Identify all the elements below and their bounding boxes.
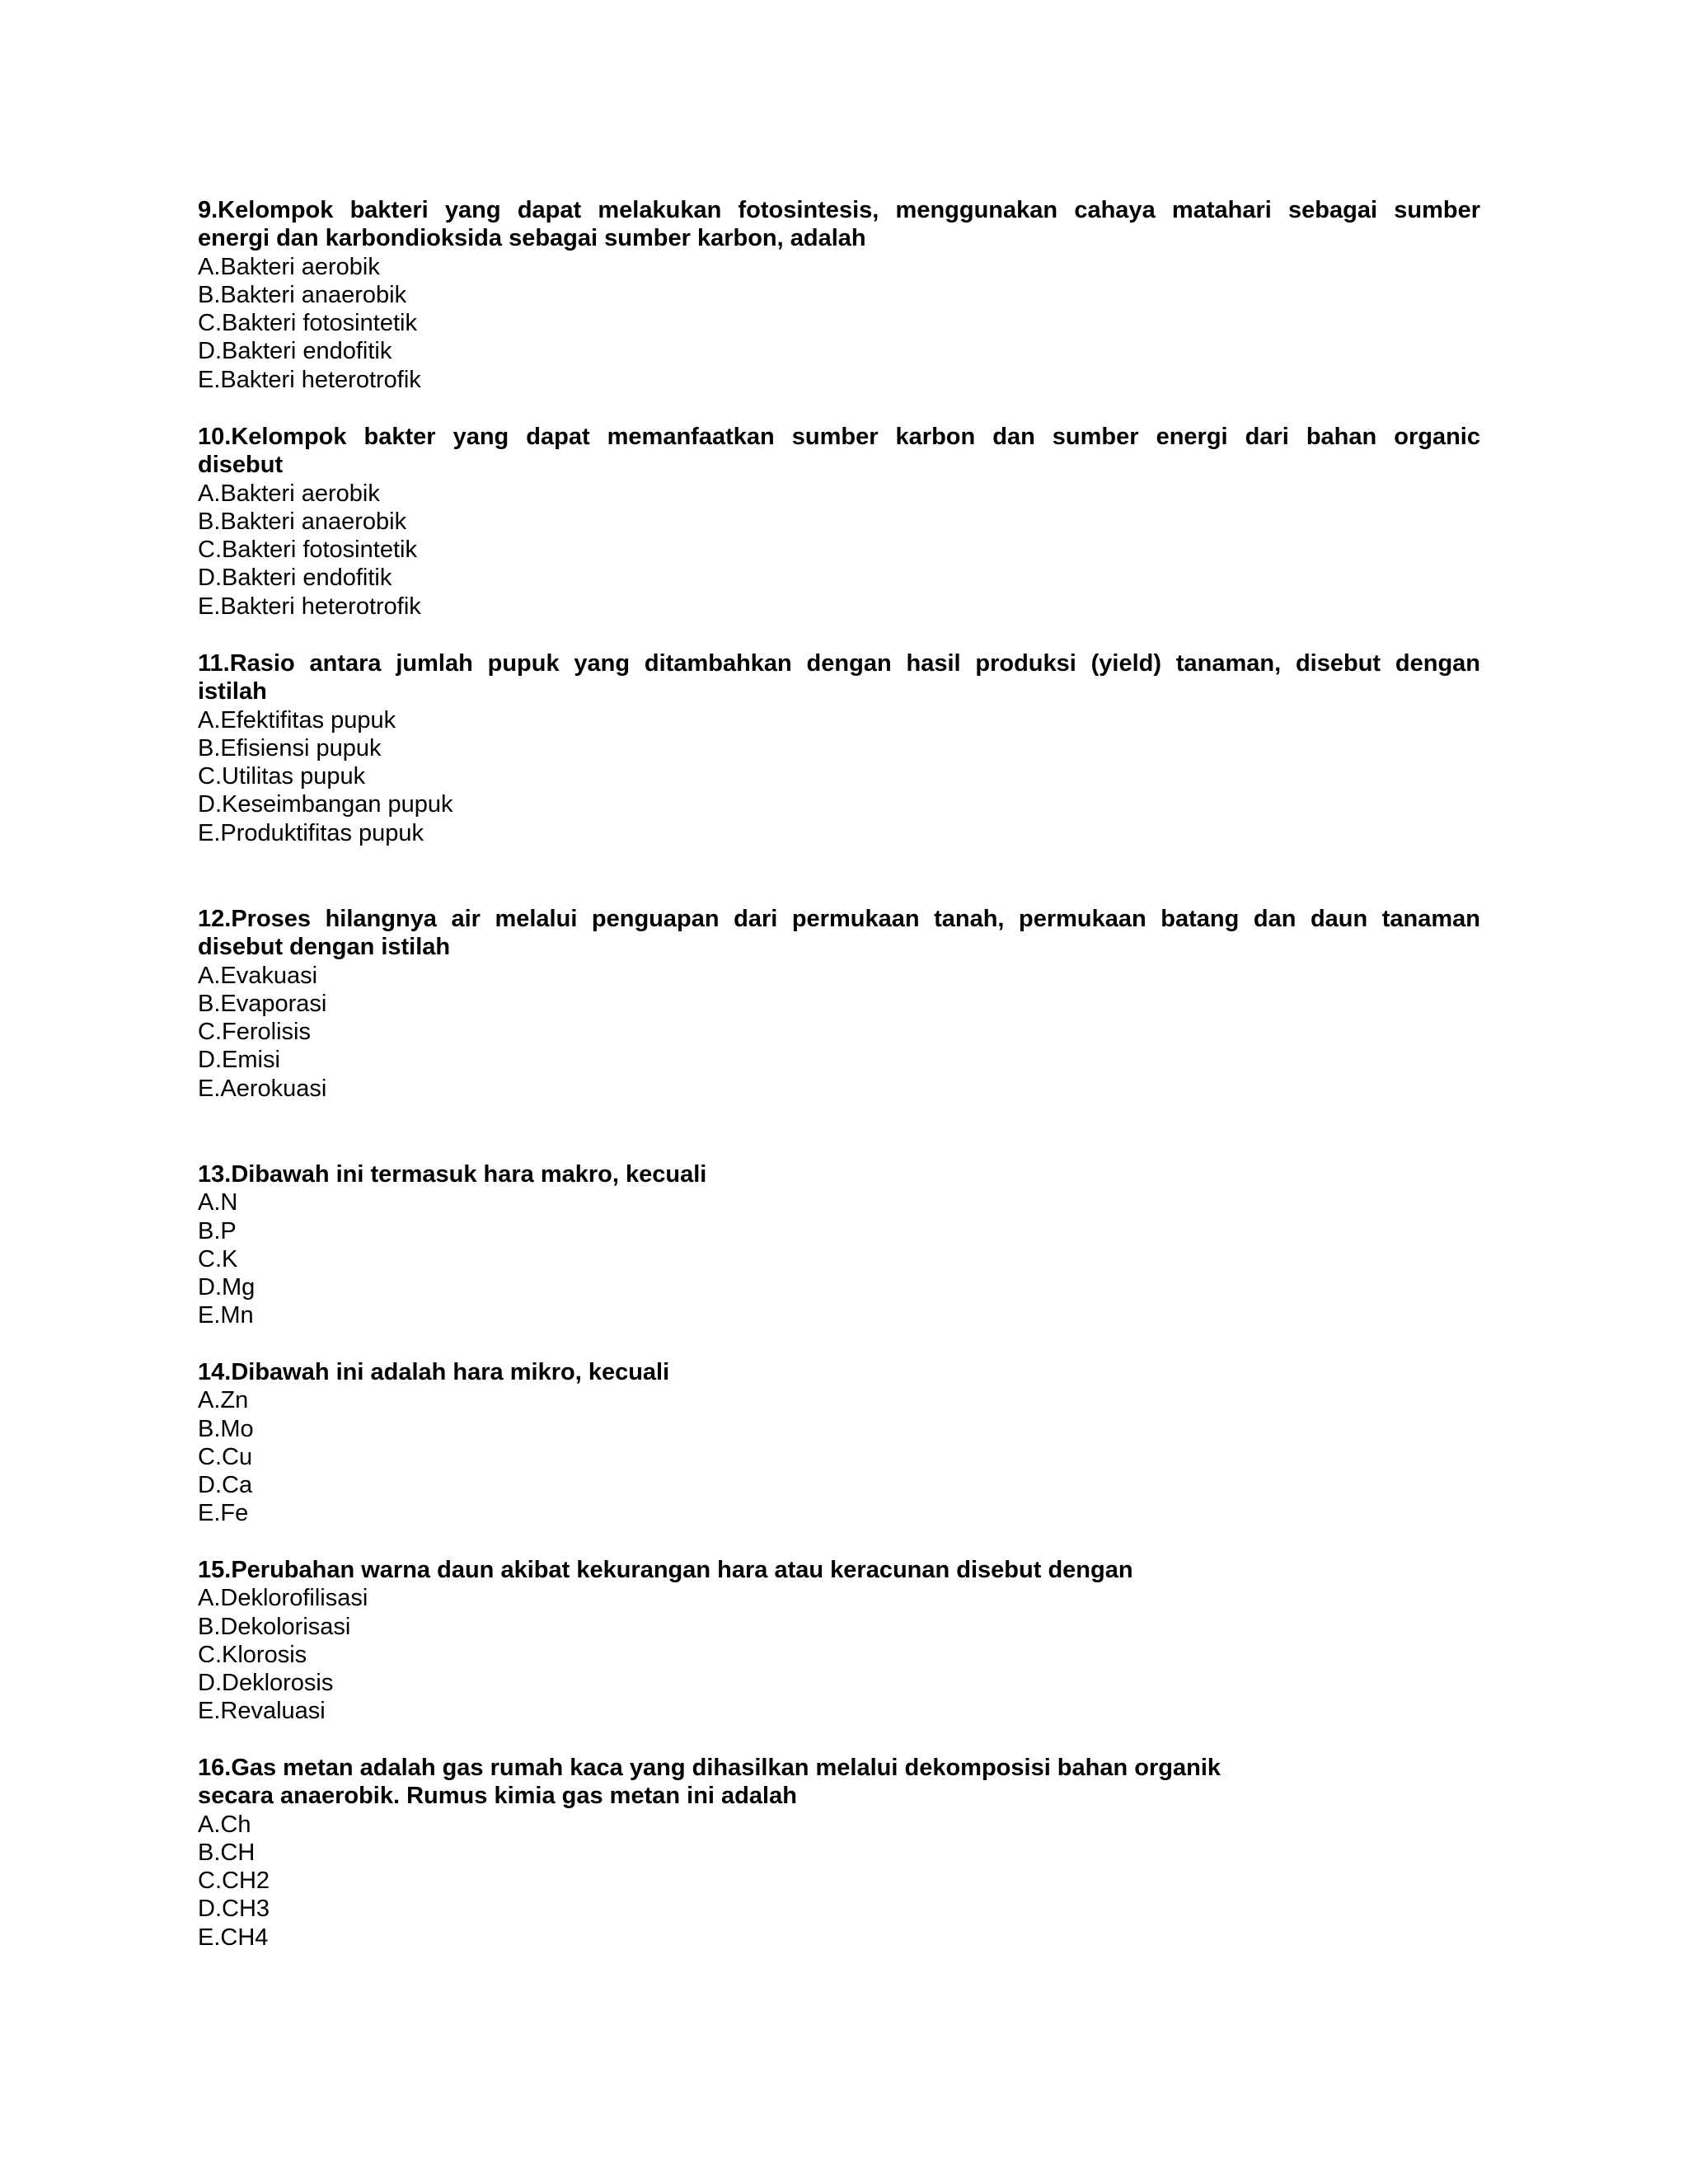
option-e: E.Produktifitas pupuk <box>198 819 424 846</box>
question-stem-line: 16.Gas metan adalah gas rumah kaca yang dihasilkan melalui dekomposisi bahan organik <box>198 1755 1221 1781</box>
option-b: B.CH <box>198 1839 256 1866</box>
option-d: D.Bakteri endofitik <box>198 338 392 365</box>
answer-options <box>198 1386 1480 1527</box>
option-e: E.Mn <box>198 1302 254 1329</box>
option-d: D.Bakteri endofitik <box>198 565 392 592</box>
answer-options <box>198 1188 1480 1329</box>
question-stem <box>198 905 1480 962</box>
option-b: B.Dekolorisasi <box>198 1613 351 1640</box>
question-stem-line: 15.Perubahan warna daun akibat kekurangan hara atau keracunan disebut dengan <box>198 1557 1133 1583</box>
question-stem <box>198 1754 1480 1811</box>
option-b: B.Bakteri anaerobik <box>198 508 407 535</box>
question-11 <box>198 649 1480 847</box>
question-stem-line: istilah <box>198 678 267 705</box>
answer-options <box>198 1811 1480 1952</box>
question-12 <box>198 905 1480 1103</box>
option-c: C.Cu <box>198 1443 253 1470</box>
option-c: C.CH2 <box>198 1868 270 1895</box>
question-15 <box>198 1556 1480 1726</box>
option-a: A.Bakteri aerobik <box>198 480 380 507</box>
option-c: C.Utilitas pupuk <box>198 763 366 790</box>
option-c: C.Ferolisis <box>198 1019 311 1046</box>
question-stem-line: 9.Kelompok bakteri yang dapat melakukan fotosintesis, menggunakan cahaya matahari sebagai sumber <box>198 197 1480 223</box>
question-stem-line: 10.Kelompok bakter yang dapat memanfaatkan sumber karbon dan sumber energi dari bahan organic <box>198 424 1480 450</box>
option-c: C.K <box>198 1245 238 1272</box>
question-stem-line: 13.Dibawah ini termasuk hara makro, kecuali <box>198 1161 707 1188</box>
option-a: A.Efektifitas pupuk <box>198 706 396 733</box>
option-c: C.Klorosis <box>198 1641 307 1668</box>
option-b: B.P <box>198 1217 237 1244</box>
option-b: B.Mo <box>198 1415 254 1442</box>
question-stem-line: secara anaerobik. Rumus kimia gas metan ini adalah <box>198 1783 797 1810</box>
option-e: E.Bakteri heterotrofik <box>198 593 421 620</box>
option-b: B.Efisiensi pupuk <box>198 734 382 762</box>
option-c: C.Bakteri fotosintetik <box>198 310 417 337</box>
question-14 <box>198 1358 1480 1528</box>
option-a: A.Evakuasi <box>198 962 318 989</box>
question-16 <box>198 1754 1480 1952</box>
option-d: D.CH3 <box>198 1896 270 1923</box>
answer-options <box>198 1584 1480 1725</box>
question-10 <box>198 423 1480 621</box>
option-a: A.Bakteri aerobik <box>198 253 380 280</box>
question-9 <box>198 196 1480 394</box>
option-a: A.Deklorofilisasi <box>198 1585 368 1612</box>
question-stem-line: 11.Rasio antara jumlah pupuk yang ditambahkan dengan hasil produksi (yield) tanaman, disebut dengan <box>198 650 1480 677</box>
question-stem <box>198 1160 1480 1188</box>
option-a: A.N <box>198 1189 238 1216</box>
option-c: C.Bakteri fotosintetik <box>198 537 417 564</box>
option-d: D.Mg <box>198 1274 256 1301</box>
answer-options <box>198 480 1480 621</box>
option-a: A.Zn <box>198 1387 249 1414</box>
option-a: A.Ch <box>198 1811 251 1838</box>
option-b: B.Bakteri anaerobik <box>198 281 407 308</box>
option-e: E.Fe <box>198 1500 249 1527</box>
option-d: D.Emisi <box>198 1047 280 1074</box>
option-e: E.Bakteri heterotrofik <box>198 366 421 393</box>
question-13 <box>198 1160 1480 1330</box>
option-d: D.Deklorosis <box>198 1670 334 1697</box>
question-stem <box>198 1556 1480 1584</box>
question-stem <box>198 196 1480 253</box>
question-stem-line: disebut <box>198 452 284 479</box>
option-d: D.Keseimbangan pupuk <box>198 791 453 818</box>
option-e: E.CH4 <box>198 1924 269 1951</box>
option-e: E.Aerokuasi <box>198 1075 327 1102</box>
answer-options <box>198 706 1480 847</box>
option-b: B.Evaporasi <box>198 990 327 1017</box>
question-stem <box>198 1358 1480 1386</box>
question-stem-line: 12.Proses hilangnya air melalui penguapan dari permukaan tanah, permukaan batang dan daun tanaman <box>198 906 1480 932</box>
option-e: E.Revaluasi <box>198 1698 326 1725</box>
question-stem-line: disebut dengan istilah <box>198 934 451 961</box>
answer-options <box>198 253 1480 394</box>
question-stem <box>198 649 1480 706</box>
question-stem-line: 14.Dibawah ini adalah hara mikro, kecuali <box>198 1359 670 1385</box>
option-d: D.Ca <box>198 1472 253 1499</box>
answer-options <box>198 962 1480 1103</box>
question-stem <box>198 423 1480 480</box>
question-stem-line: energi dan karbondioksida sebagai sumber karbon, adalah <box>198 225 866 252</box>
